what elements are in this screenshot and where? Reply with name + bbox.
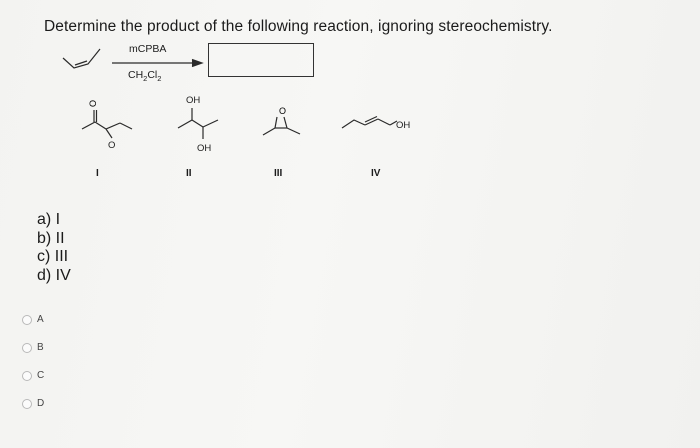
label-iv: IV [371,168,381,179]
starting-alkene [60,46,110,76]
structure-iv-oh: OH [396,120,411,131]
label-ii: II [186,168,192,179]
reaction-arrow [110,58,206,68]
structure-ii-oh-bottom: OH [197,143,212,154]
radio-option-a[interactable] [22,314,44,325]
label-iii: III [274,168,283,179]
radio-label: A [37,314,44,325]
answer-choice-a: a) I [37,211,61,228]
reagent-label: mCPBA [129,43,167,55]
label-i: I [96,168,99,179]
radio-label: D [37,398,45,409]
svg-text:O: O [88,99,98,107]
answer-choices-list [37,211,71,285]
radio-button[interactable] [22,343,32,353]
structure-ii-oh-top: OH [186,95,201,106]
product-answer-box[interactable] [208,43,314,77]
solvent-label: $CH_2Cl_2$ [128,69,162,84]
radio-option-d[interactable] [22,398,44,409]
radio-button[interactable] [22,315,32,325]
structure-iii-epoxide [258,104,312,140]
answer-choice-b: b) II [37,229,65,247]
answer-choice-d: d) IV [37,266,71,284]
radio-label: C [37,370,45,381]
structure-i-ester [76,96,138,154]
radio-option-b[interactable] [22,342,44,353]
radio-button[interactable] [22,371,32,381]
question-text: Determine the product of the following reaction, ignoring stereochemistry. [44,18,553,35]
radio-button[interactable] [22,399,32,409]
structure-i-oxygen: O [108,140,116,151]
radio-label: B [37,342,44,353]
radio-option-c[interactable] [22,370,44,381]
answer-choice-c: c) III [37,248,69,265]
svg-text:O: O [279,106,287,116]
